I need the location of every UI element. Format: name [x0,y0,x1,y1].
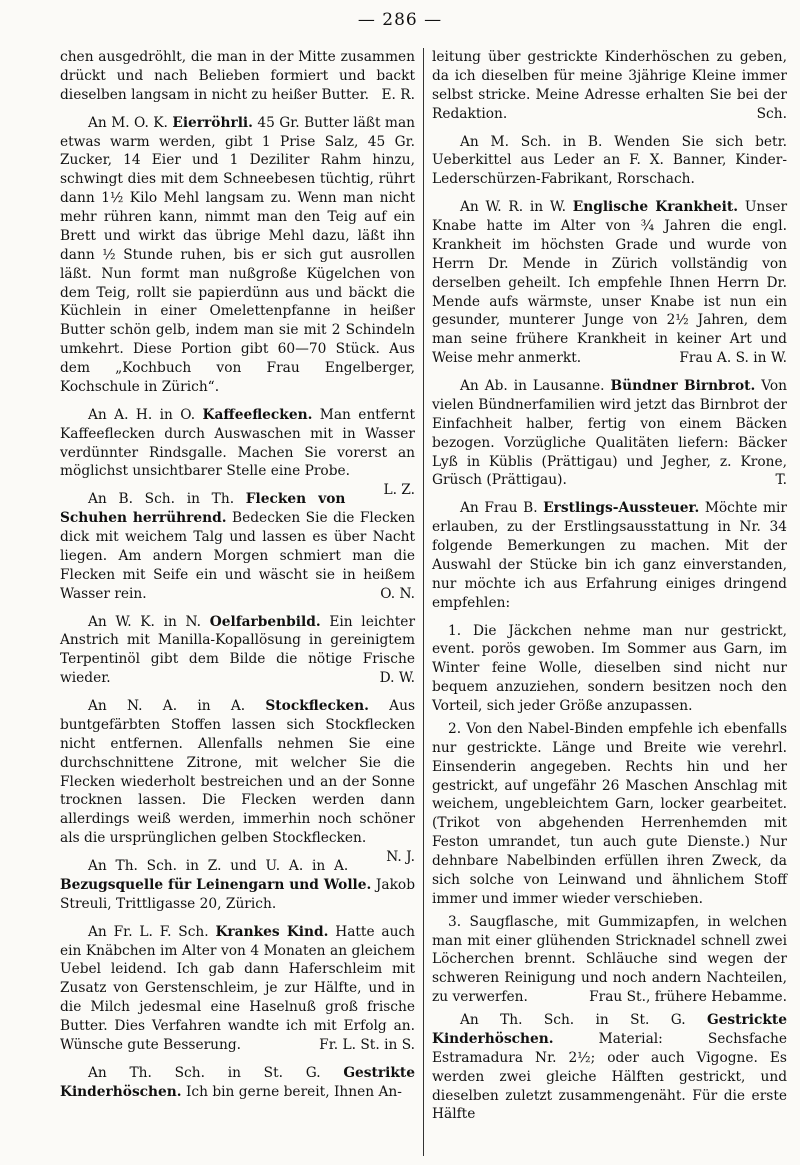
reply-paragraph [60,48,415,105]
topic-heading: Gestrickte Kinderhöschen. [432,1012,787,1047]
reply-paragraph [432,1011,787,1124]
body-text: Wenden Sie sich betr. Ueberkittel aus Leder an F. X. Banner, Kinder-Lederschürzen-Fabrikant, Rorschach. [432,133,788,188]
reply-paragraph [60,923,415,1055]
addressee: An B. Sch. in Th. [88,491,235,508]
item-number: 1. [448,622,462,639]
signature: Frau A. S. in W. [679,350,787,367]
reply-paragraph [432,377,787,490]
item-number: 3. [448,913,462,930]
signature: Sch. [756,105,787,122]
body-text: Von vielen Bündnerfamilien wird jetzt das Birnbrot der Einfachheit halber, fertig von einem Bäcken bezogen. Vorzügliche Qualitäten liefern: Bäcker Lyß in Küblis (Prättigau) und Jegher, z. Krone, Grüsch (Prättigau). [432,378,788,489]
item-number: 2. [448,720,462,737]
reply-paragraph [432,133,787,190]
signature: D. W. [379,670,415,687]
addressee: An A. H. in O. [88,406,196,423]
body-text: Saugflasche, mit Gummizapfen, in welchen man mit einer glühenden Stricknadel schnell zwei Löcherchen brennt. Schläuche sind wegen der schweren Reinigung und noch andern Nachteilen, zu verwerfen. [432,913,787,1006]
body-text: chen ausgedröhlt, die man in der Mitte zusammen drückt und nach Belieben formiert und backt dieselben langsam in nicht zu heißer Butter. [60,49,415,103]
body-text: Bedecken Sie die Flecken dick mit weichem Talg und lassen es über Nacht liegen. Am andern Morgen schmiert man die Flecken mit Seife ein und wäscht sie in heißem Wasser rein. [60,510,415,602]
reply-paragraph [60,406,416,499]
reply-paragraph [60,1064,415,1102]
addressee: An Th. Sch. in Z. und U. A. in A. [88,858,349,874]
signature: Fr. L. St. in S. [319,1036,415,1053]
body-text: Unser Knabe hatte im Alter von ¾ Jahren die engl. Krankheit im höchsten Grade und wurde von Herrn Dr. Mende in Zürich vollständig von derselben geheilt. Ich empfehle Ihnen Herrn Dr. Mende aufs wärmste, unser Knabe ist nun ein gesunder, munterer Junge von 2½ Jahren, dem man seine frühere Krankheit in keiner Art und Weise mehr anmerkt. [432,199,788,367]
right-column [432,48,787,1133]
signature: O. N. [380,585,415,602]
signature: N. J. [386,849,415,865]
signature: L. Z. [383,482,415,499]
body-text: Ein leichter Anstrich mit Manilla-Kopallösung in gereinigtem Terpentinöl gibt dem Bilde die nötige Frische wieder. [60,613,416,687]
reply-paragraph [60,490,415,603]
reply-paragraph [60,613,415,689]
addressee: An Th. Sch. in St. G. [460,1012,686,1028]
body-text: Von den Nabel-Binden empfehle ich ebenfalls nur gestrickte. Länge und Breite wie verehrl. Einsenderin angegeben. Rechts hin und her gestrickt, auf ungefähr 26 Maschen Anschlag mit weichem, ungebleichtem Garn, locker gearbeitet. (Trikot von abgehenden Herrenhemden mit Feston umrandet, tun auch gute Dienste.) Nur dehnbare Nabelbinden erfüllen ihren Zweck, da sich solche von Leinwand und ähnlichem Stoff immer und immer wieder verschieben. [432,720,788,907]
addressee: An W. K. in N. [88,613,202,630]
addressee: An Ab. in Lausanne. [460,378,605,394]
signature: T. [775,472,787,489]
reply-paragraph [60,114,415,397]
body-text: Material: Sechsfache Estramadura Nr. 2½; oder auch Vigogne. Es werden zwei gleiche Hälften gestrickt, und dieselben zuletzt zusammengenäht. Für die erste Hälfte [432,1030,787,1123]
topic-heading: Krankes Kind. [215,923,329,940]
list-item [432,720,787,909]
body-text: 45 Gr. Butter läßt man etwas warm werden, gibt 1 Prise Salz, 45 Gr. Zucker, 14 Eier und 1 Deziliter Rahm hinzu, schwingt dies mit dem Schneebesen tüchtig, rührt dann 1½ Kilo Mehl langsam zu. Wenn man nicht mehr rühren kann, nimmt man den Teig auf ein Brett und wirkt das übrige Mehl dazu, läßt ihn dann ½ Stunde ruhen, bis er sich gut ausrollen läßt. Nun formt man nußgroße Kügelchen von dem Teig, rollt sie papierdünn aus und bäckt die Küchlein in einer Omelettenpfanne in heißer Butter schön gelb, indem man sie mit 2 Schindeln umkehrt. Diese Portion gibt 60—70 Stück. Aus dem „Kochbuch von Frau Engelberger, Kochschule in Zürich“. [60,114,415,395]
addressee: An N. A. in A. [88,698,246,714]
topic-heading: Bündner Birnbrot. [610,378,756,394]
signature: Frau St., frühere Hebamme. [589,989,787,1006]
topic-heading: Gestrikte Kinderhöschen. [60,1064,415,1100]
addressee: An M. O. K. [88,114,168,131]
list-item [432,913,787,1007]
body-text: Hatte auch ein Knäbchen im Alter von 4 Monaten an gleichem Uebel leidend. Ich gab dann Haferschleim mit Zusatz von Gerstenschleim, je zur Hälfte, und in die Milch jedesmal eine Haselnuß groß frische Butter. Dies Verfahren wandte ich mit Erfolg an. Wünsche gute Besserung. [60,923,416,1053]
body-text: Aus buntgefärbten Stoffen lassen sich Stockflecken nicht entfernen. Allenfalls nehmen Sie eine durchschnittene Zitrone, mit welcher Sie die Flecken wiederholt bestreichen und an der Sonne trocknen lassen. Die Flecken werden dann allerdings weiß werden, immerhin noch schöner als die ursprünglichen gelben Stockflecken. [60,698,415,847]
addressee: An W. R. in W. [460,199,566,216]
reply-paragraph [432,499,787,612]
body-text: leitung über gestrickte Kinderhöschen zu geben, da ich dieselben für meine 3jährige Kleine immer selbst stricke. Meine Adresse erhalten Sie bei der Redaktion. [432,49,787,122]
topic-heading: Kaffeeflecken. [202,406,313,423]
reply-paragraph [60,697,415,865]
left-column [60,48,415,1111]
body-text: Möchte mir erlauben, zu der Erstlingsausstattung in Nr. 34 folgende Bemerkungen zu machen. Mit der Auswahl der Stücke bin ich ganz einverstanden, nur möchte ich aus Erfahrung einiges dringend empfehlen: [432,500,787,611]
body-text: Die Jäckchen nehme man nur gestrickt, event. porös gewoben. Im Sommer aus Garn, im Winter feine Wolle, dieselben sind nicht nur bequem anzuziehen, sondern besitzen noch den Vorteil, sich jeder Größe anzupassen. [432,622,787,714]
topic-heading: Erstlings-Aussteuer. [543,500,700,517]
addressee: An M. Sch. in B. [460,133,603,150]
list-item [432,622,787,716]
body-text: Man entfernt Kaffeeflecken durch Auswaschen mit in Wasser verdünnter Rindsgalle. Machen Sie vorerst an möglichst unsichtbarer Stelle eine Probe. [60,406,416,480]
addressee: An Th. Sch. in St. G. [88,1064,321,1081]
topic-heading: Stockflecken. [265,698,369,714]
topic-heading: Englische Krankheit. [572,199,739,216]
addressee: An Frau B. [460,500,538,517]
reply-paragraph [432,198,787,368]
column-divider [423,48,424,1156]
addressee: An Fr. L. F. Sch. [88,923,209,940]
topic-heading: Bezugsquelle für Leinengarn und Wolle. [60,876,372,893]
topic-heading: Eierröhrli. [172,114,253,131]
topic-heading: Oelfarbenbild. [209,613,321,630]
body-text: Ich bin gerne bereit, Ihnen An- [185,1083,402,1100]
signature: E. R. [381,86,415,103]
topic-heading: Flecken von Schuhen herrührend. [60,491,346,527]
reply-paragraph [432,48,787,124]
body-text: Jakob Streuli, Trittligasse 20, Zürich. [60,876,415,912]
page-number: — 286 — [357,10,443,30]
